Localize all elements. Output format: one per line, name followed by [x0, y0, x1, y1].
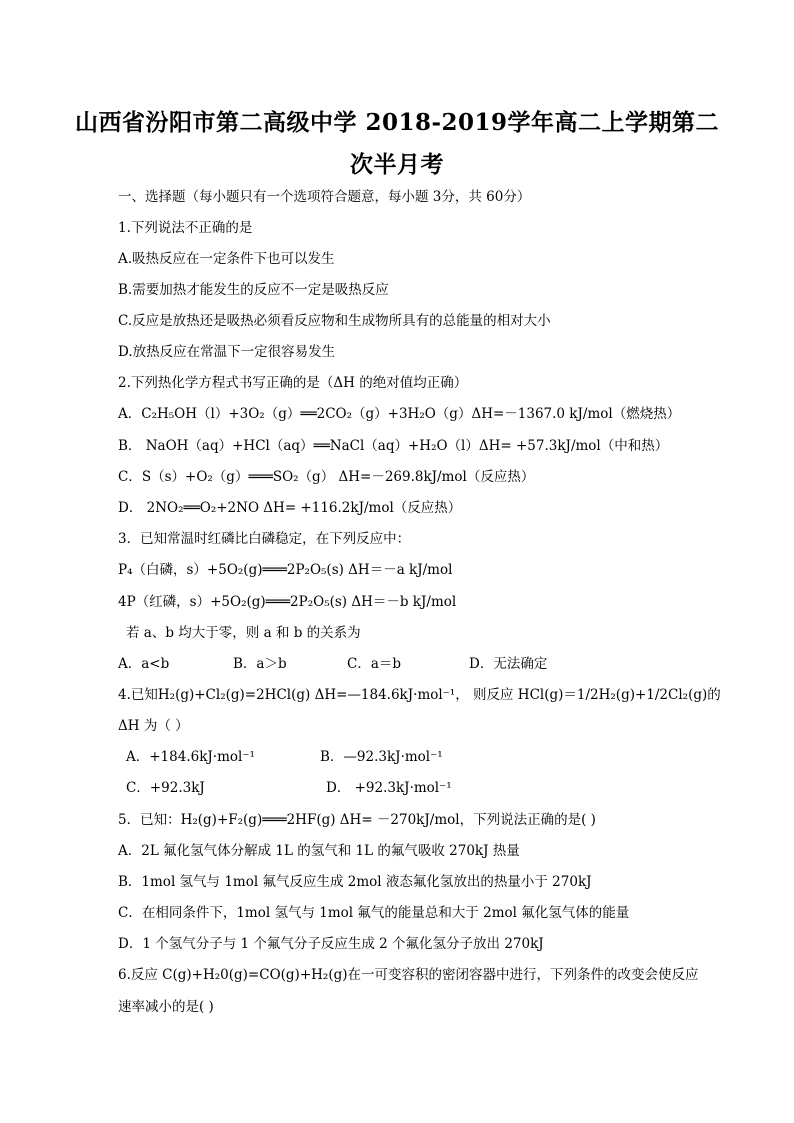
- question-3-equation-red-phosphorus: 4P（红磷，s）+5O₂(g)═══2P₂O₅(s) ΔH＝－b kJ/mol: [118, 594, 457, 610]
- exam-title-line-2: 次半月考: [350, 151, 444, 178]
- question-4-option-c: C．+92.3kJ: [126, 780, 205, 796]
- question-3-option-c: C．a＝b: [347, 656, 402, 672]
- question-2-option-a: A．C₂H₅OH（l）+3O₂（g）══2CO₂（g）+3H₂O（g）ΔH=－1367.0 kJ/mol（燃烧热）: [118, 406, 681, 422]
- question-4-stem-line-1: 4.已知H₂(g)+Cl₂(g)=2HCl(g) ΔH=—184.6kJ·mol⁻¹， 则反应 HCl(g)＝1/2H₂(g)+1/2Cl₂(g)的: [118, 687, 721, 703]
- question-4-option-d: D． +92.3kJ·mol⁻¹: [326, 780, 452, 796]
- question-2-option-c: C．S（s）+O₂（g）═══SO₂（g） ΔH=－269.8kJ/mol（反应热）: [118, 469, 535, 485]
- question-5-option-d: D．1 个氢气分子与 1 个氟气分子反应生成 2 个氟化氢分子放出 270kJ: [118, 936, 544, 952]
- question-4-stem-line-2: ΔH 为（ ）: [118, 718, 189, 734]
- question-3-option-b: B．a＞b: [233, 656, 287, 672]
- question-5-option-b: B．1mol 氢气与 1mol 氟气反应生成 2mol 液态氟化氢放出的热量小于 270kJ: [118, 874, 592, 890]
- question-1-option-d: D.放热反应在常温下一定很容易发生: [118, 344, 336, 360]
- question-6-stem-line-1: 6.反应 C(g)+H₂0(g)=CO(g)+H₂(g)在一可变容积的密闭容器中进行，下列条件的改变会使反应: [118, 967, 699, 983]
- question-1-option-b: B.需要加热才能发生的反应不一定是吸热反应: [118, 282, 389, 298]
- question-1-option-a: A.吸热反应在一定条件下也可以发生: [118, 251, 335, 267]
- question-5-option-c: C．在相同条件下，1mol 氢气与 1mol 氟气的能量总和大于 2mol 氟化氢气体的能量: [118, 905, 630, 921]
- exam-title-line-1: 山西省汾阳市第二高级中学 2018-2019学年高二上学期第二: [74, 109, 720, 136]
- question-6-stem-line-2: 速率减小的是( ): [118, 999, 214, 1015]
- question-4-option-a: A．+184.6kJ·mol⁻¹: [126, 749, 255, 765]
- question-3-option-a: A．a<b: [118, 656, 170, 672]
- question-3-option-d: D．无法确定: [469, 656, 548, 672]
- question-1-stem: 1.下列说法不正确的是: [118, 220, 253, 236]
- question-2-option-d: D． 2NO₂══O₂+2NO ΔH= +116.2kJ/mol（反应热）: [118, 500, 462, 516]
- question-5-stem: 5．已知：H₂(g)+F₂(g)═══2HF(g) ΔH= －270kJ/mol，下列说法正确的是( ): [118, 812, 596, 828]
- question-2-stem: 2.下列热化学方程式书写正确的是（ΔH 的绝对值均正确）: [118, 375, 468, 391]
- question-3-condition: 若 a、b 均大于零，则 a 和 b 的关系为: [126, 625, 361, 641]
- question-3-equation-white-phosphorus: P₄（白磷，s）+5O₂(g)═══2P₂O₅(s) ΔH＝－a kJ/mol: [118, 562, 453, 578]
- question-1-option-c: C.反应是放热还是吸热必须看反应物和生成物所具有的总能量的相对大小: [118, 313, 551, 329]
- question-3-stem: 3．已知常温时红磷比白磷稳定，在下列反应中：: [118, 531, 411, 547]
- question-4-option-b: B．—92.3kJ·mol⁻¹: [320, 749, 443, 765]
- section-heading: 一、选择题（每小题只有一个选项符合题意，每小题 3分，共 60分）: [118, 189, 531, 205]
- question-2-option-b: B． NaOH（aq）+HCl（aq）══NaCl（aq）+H₂O（l）ΔH= +57.3kJ/mol（中和热）: [118, 438, 669, 454]
- question-5-option-a: A．2L 氟化氢气体分解成 1L 的氢气和 1L 的氟气吸收 270kJ 热量: [118, 843, 520, 859]
